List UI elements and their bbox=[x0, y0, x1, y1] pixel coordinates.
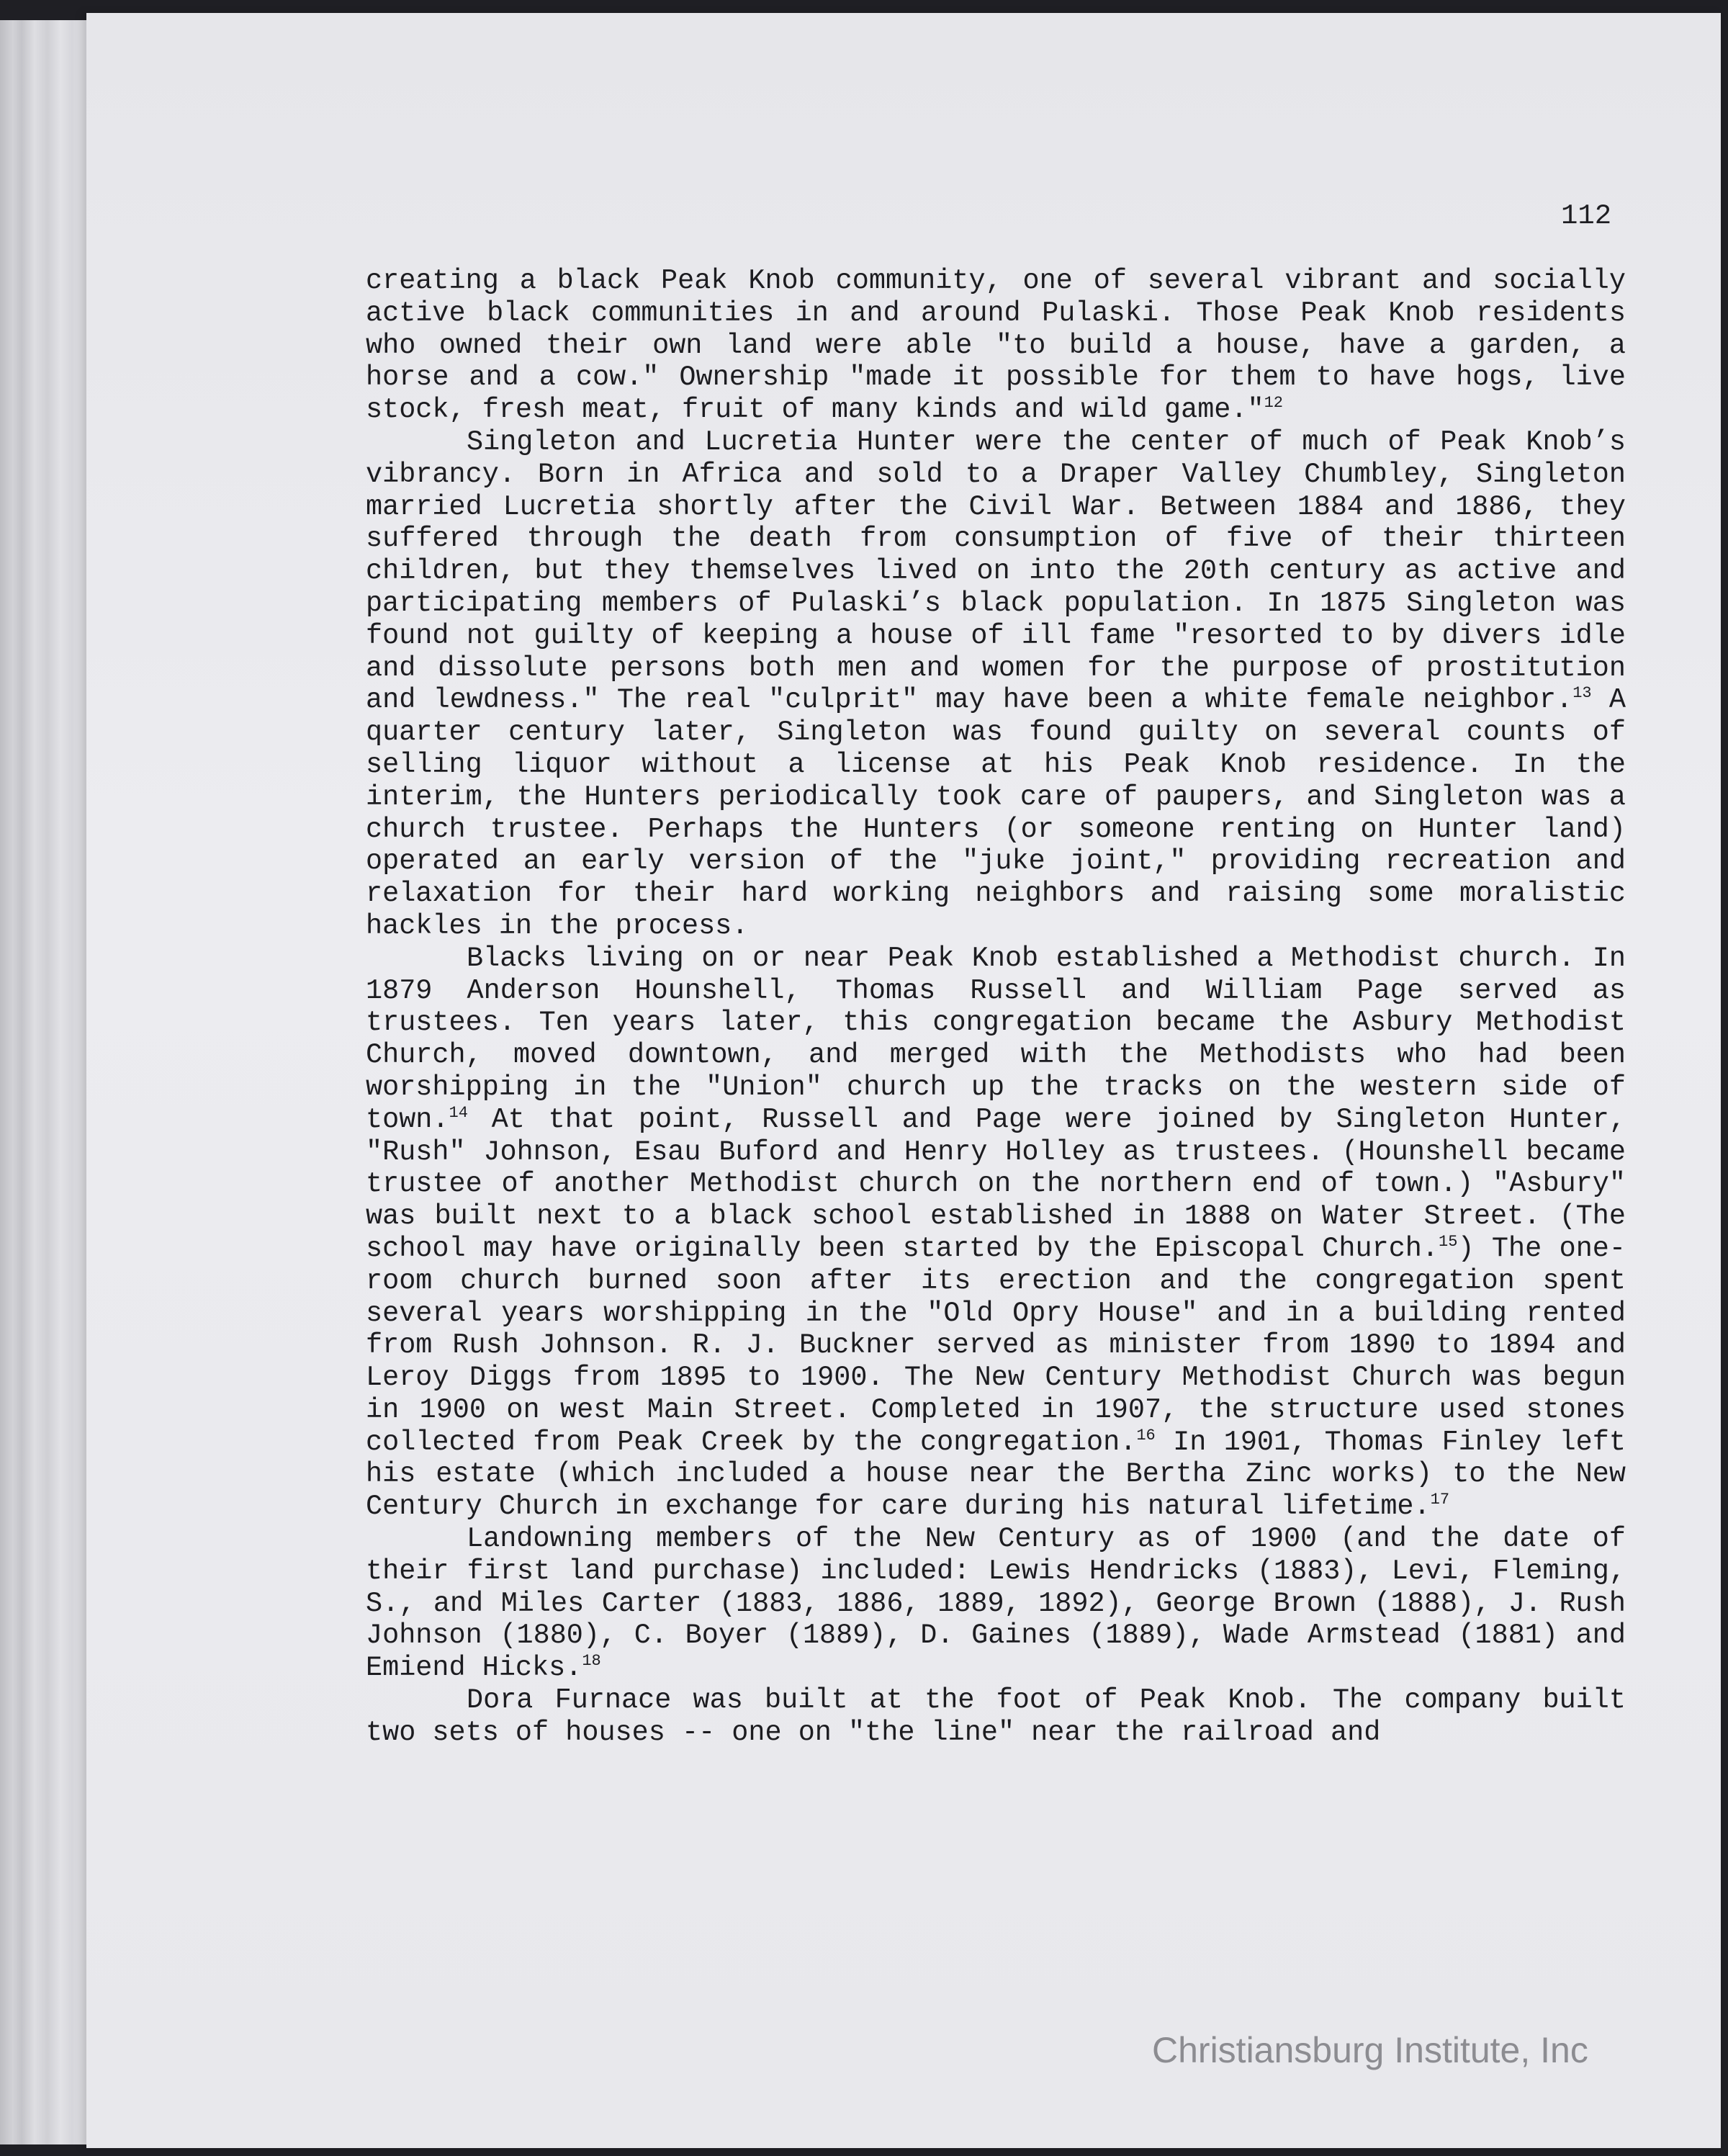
text-run: Dora Furnace was built at the foot of Peak Knob. The company built two sets of houses -- one on "the line" near the railroad and bbox=[366, 1684, 1626, 1748]
paragraph-2 bbox=[366, 426, 1626, 943]
text-run: At that point, Russell and Page were joined by Singleton Hunter, "Rush" Johnson, Esau Buford and Henry Holley as trustees. (Hounshell became trustee of another Methodist church on the northern end of town.) "Asbury" was built next to a black school established in 1888 on Water Street. (The school may have originally been started by the Episcopal Church. bbox=[366, 1103, 1626, 1265]
footnote-ref: 15 bbox=[1439, 1232, 1458, 1251]
text-run: In 1901, Thomas Finley left his estate (which included a house near the Bertha Zinc works) to the New Century Church in exchange for care during his natural lifetime. bbox=[366, 1426, 1626, 1523]
text-run: ) The one-room church burned soon after its erection and the congregation spent several years worshipping in the "Old Opry House" and in a building rented from Rush Johnson. R. J. Buckner served as minister from 1890 to 1894 and Leroy Diggs from 1895 to 1900. The New Century Methodist Church was begun in 1900 on west Main Street. Completed in 1907, the structure used stones collected from Peak Creek by the congregation. bbox=[366, 1232, 1626, 1458]
paragraph-3 bbox=[366, 943, 1626, 1523]
paragraph-1 bbox=[366, 265, 1626, 426]
paragraph-4 bbox=[366, 1523, 1626, 1684]
watermark: Christiansburg Institute, Inc bbox=[1152, 2030, 1588, 2070]
footnote-ref: 17 bbox=[1430, 1491, 1450, 1509]
footnote-ref: 18 bbox=[582, 1652, 601, 1671]
footnote-ref: 13 bbox=[1572, 684, 1592, 703]
footnote-ref: 12 bbox=[1264, 394, 1284, 413]
text-run: Landowning members of the New Century as of 1900 (and the date of their first land purchase) included: Lewis Hendricks (1883), Levi, Fleming, S., and Miles Carter (1883, 1886, 1889, 1892), George Brown (1888), J. Rush Johnson (1880), C. Boyer (1889), D. Gaines (1889), Wade Armstead (1881) and Emiend Hicks. bbox=[366, 1523, 1626, 1684]
footnote-ref: 16 bbox=[1136, 1426, 1156, 1445]
page-number: 112 bbox=[1561, 200, 1612, 232]
text-run: creating a black Peak Knob community, one of several vibrant and socially active black communities in and around Pulaski. Those Peak Knob residents who owned their own land were able "to build a house, have a garden, a horse and a cow." Ownership "made it possible for them to have hogs, live stock, fresh meat, fruit of many kinds and wild game." bbox=[366, 265, 1626, 426]
text-run: Singleton and Lucretia Hunter were the center of much of Peak Knob’s vibrancy. Born in Africa and sold to a Draper Valley Chumbley, Singleton married Lucretia shortly after the Civil War. Between 1884 and 1886, they suffered through the death from consumption of five of their thirteen children, but they themselves lived on into the 20th century as active and participating members of Pulaski’s black population. In 1875 Singleton was found not guilty of keeping a house of ill fame "resorted to by divers idle and dissolute persons both men and women for the purpose of prostitution and lewdness." The real "culprit" may have been a white female neighbor. bbox=[366, 426, 1626, 717]
footnote-ref: 14 bbox=[449, 1103, 468, 1122]
body-text bbox=[366, 265, 1626, 1749]
paragraph-5 bbox=[366, 1684, 1626, 1749]
text-run: Blacks living on or near Peak Knob established a Methodist church. In 1879 Anderson Hounshell, Thomas Russell and William Page served as trustees. Ten years later, this congregation became the Asbury Methodist Church, moved downtown, and merged with the Methodists who had been worshipping in the "Union" church up the tracks on the western side of town. bbox=[366, 942, 1626, 1136]
text-run: A quarter century later, Singleton was found guilty on several counts of selling liquor without a license at his Peak Knob residence. In the interim, the Hunters periodically took care of paupers, and Singleton was a church trustee. Perhaps the Hunters (or someone renting on Hunter land) operated an early version of the "juke joint," providing recreation and relaxation for their hard working neighbors and raising some moralistic hackles in the process. bbox=[366, 684, 1626, 942]
